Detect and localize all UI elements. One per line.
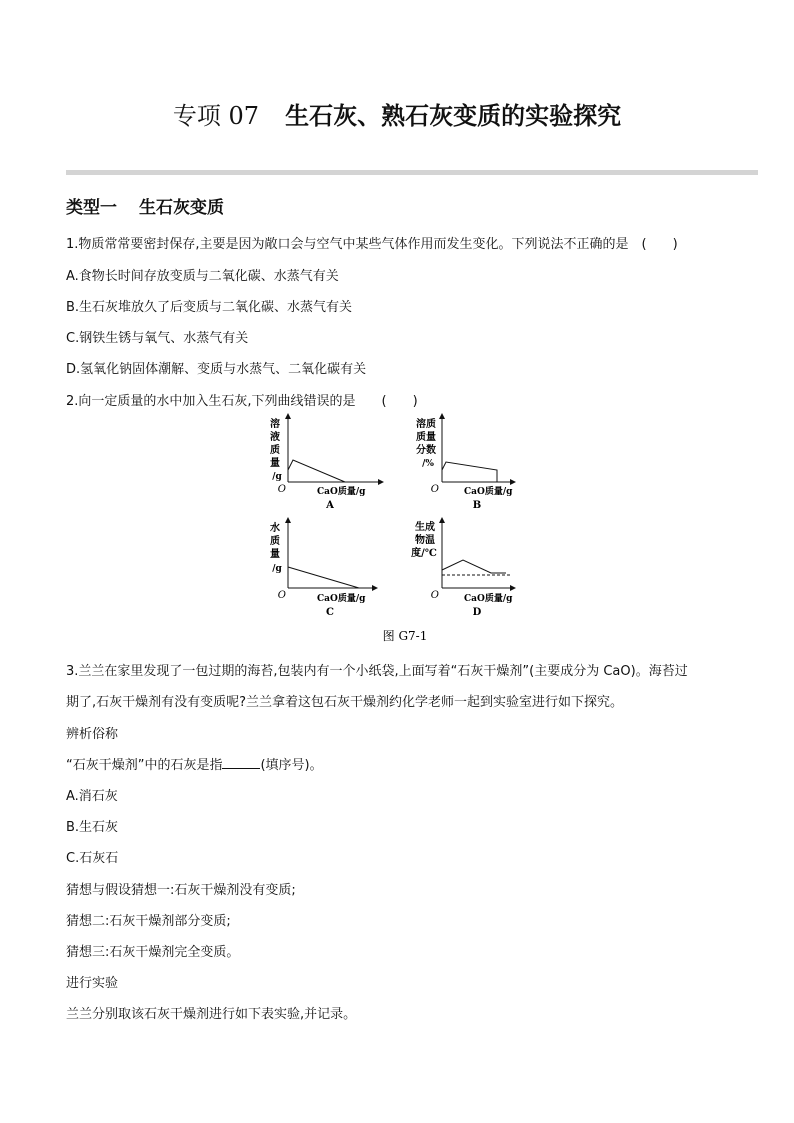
q3-guess-2: 猜想二:石灰干燥剂部分变质; [66, 914, 231, 929]
graph-b-curve [442, 462, 497, 482]
graph-a-ylabel-4: 量 [270, 458, 280, 469]
q1-option-c: C.钢铁生锈与氧气、水蒸气有关 [66, 331, 249, 346]
q3-heading-experiment: 进行实验 [66, 976, 119, 991]
graph-b-xlabel: CaO质量/g [464, 487, 513, 497]
graph-a-origin: O [277, 484, 286, 495]
graph-d-xlabel: CaO质量/g [464, 594, 513, 604]
q3-guess-1: 猜想与假设猜想一:石灰干燥剂没有变质; [66, 883, 296, 898]
q1-option-b: B.生石灰堆放久了后变质与二氧化碳、水蒸气有关 [66, 300, 353, 315]
q3-option-a: A.消石灰 [66, 789, 118, 804]
q3-paragraph-2: 期了,石灰干燥剂有没有变质呢?兰兰拿着这包石灰干燥剂约化学老师一起到实验室进行如下探究。 [66, 695, 624, 710]
graph-b-ylabel-2: 质量 [416, 432, 436, 443]
graph-c-ylabel-2: 质 [270, 536, 280, 547]
graph-b-ylabel-3: 分数 [416, 445, 436, 456]
graph-a-ylabel-3: 质 [270, 445, 280, 456]
graph-c-ylabel-1: 水 [270, 523, 280, 534]
graph-a-ylabel-1: 溶 [270, 419, 280, 430]
graph-a-curve [288, 460, 345, 482]
figure-g7-1 [265, 410, 535, 650]
q3-paragraph-1: 3.兰兰在家里发现了一包过期的海苔,包装内有一个小纸袋,上面写着“石灰干燥剂”(主要成分为 CaO)。海苔过 [66, 664, 688, 679]
graph-d-ylabel-2: 物温 [415, 535, 435, 546]
q3-heading-names: 辨析俗称 [66, 727, 119, 742]
title-text: 生石灰、熟石灰变质的实验探究 [285, 102, 622, 130]
graph-d-ylabel-1: 生成 [415, 522, 435, 533]
section-label: 类型一 [66, 198, 117, 218]
graph-d-letter: D [472, 607, 482, 618]
q1-option-a: A.食物长时间存放变质与二氧化碳、水蒸气有关 [66, 269, 339, 284]
q3-option-b: B.生石灰 [66, 820, 119, 835]
title-divider [66, 170, 758, 175]
graph-d-ylabel-3: 度/℃ [411, 548, 437, 559]
graph-d-origin: O [430, 590, 439, 601]
graph-a-letter: A [326, 500, 334, 511]
q3-fill-before: “石灰干燥剂”中的石灰是指 [66, 758, 223, 773]
section-heading [66, 193, 224, 218]
graph-c-letter: C [326, 607, 334, 618]
graph-c-origin: O [277, 590, 286, 601]
figure-caption: 图 G7-1 [382, 629, 428, 643]
graph-c-xlabel: CaO质量/g [317, 594, 366, 604]
graph-a-ylabel-5: /g [272, 472, 282, 482]
graph-b-origin: O [430, 484, 439, 495]
q3-guess-3: 猜想三:石灰干燥剂完全变质。 [66, 945, 240, 960]
q2-stem: 2.向一定质量的水中加入生石灰,下列曲线错误的是 ( ) [66, 394, 418, 409]
q3-fill-question [66, 754, 323, 773]
q1-stem: 1.物质常常要密封保存,主要是因为敞口会与空气中某些气体作用而发生变化。下列说法不正确的是 ( ) [66, 237, 678, 252]
graph-a-ylabel-2: 液 [270, 432, 280, 443]
graph-c-ylabel-3: 量 [270, 549, 280, 560]
q3-option-c: C.石灰石 [66, 851, 119, 866]
section-title: 生石灰变质 [139, 198, 224, 218]
graph-c-ylabel-4: /g [272, 564, 282, 574]
graph-b-letter: B [472, 500, 482, 511]
q3-fill-after: (填序号)。 [260, 758, 323, 773]
q3-last-line: 兰兰分别取该石灰干燥剂进行如下表实验,并记录。 [66, 1007, 357, 1022]
graph-d [411, 518, 515, 618]
graph-b-ylabel-1: 溶质 [416, 419, 436, 430]
graph-c [270, 518, 377, 618]
graph-c-curve [288, 567, 359, 588]
graph-a [270, 414, 383, 511]
answer-blank[interactable] [222, 756, 260, 769]
graph-d-curve [442, 560, 506, 573]
page-title [0, 96, 794, 131]
q1-option-d: D.氢氧化钠固体潮解、变质与水蒸气、二氧化碳有关 [66, 362, 367, 377]
graph-b-ylabel-4: /% [422, 459, 434, 469]
title-number: 专项 07 [172, 102, 260, 130]
graph-b [416, 414, 515, 511]
graph-a-xlabel: CaO质量/g [317, 487, 366, 497]
